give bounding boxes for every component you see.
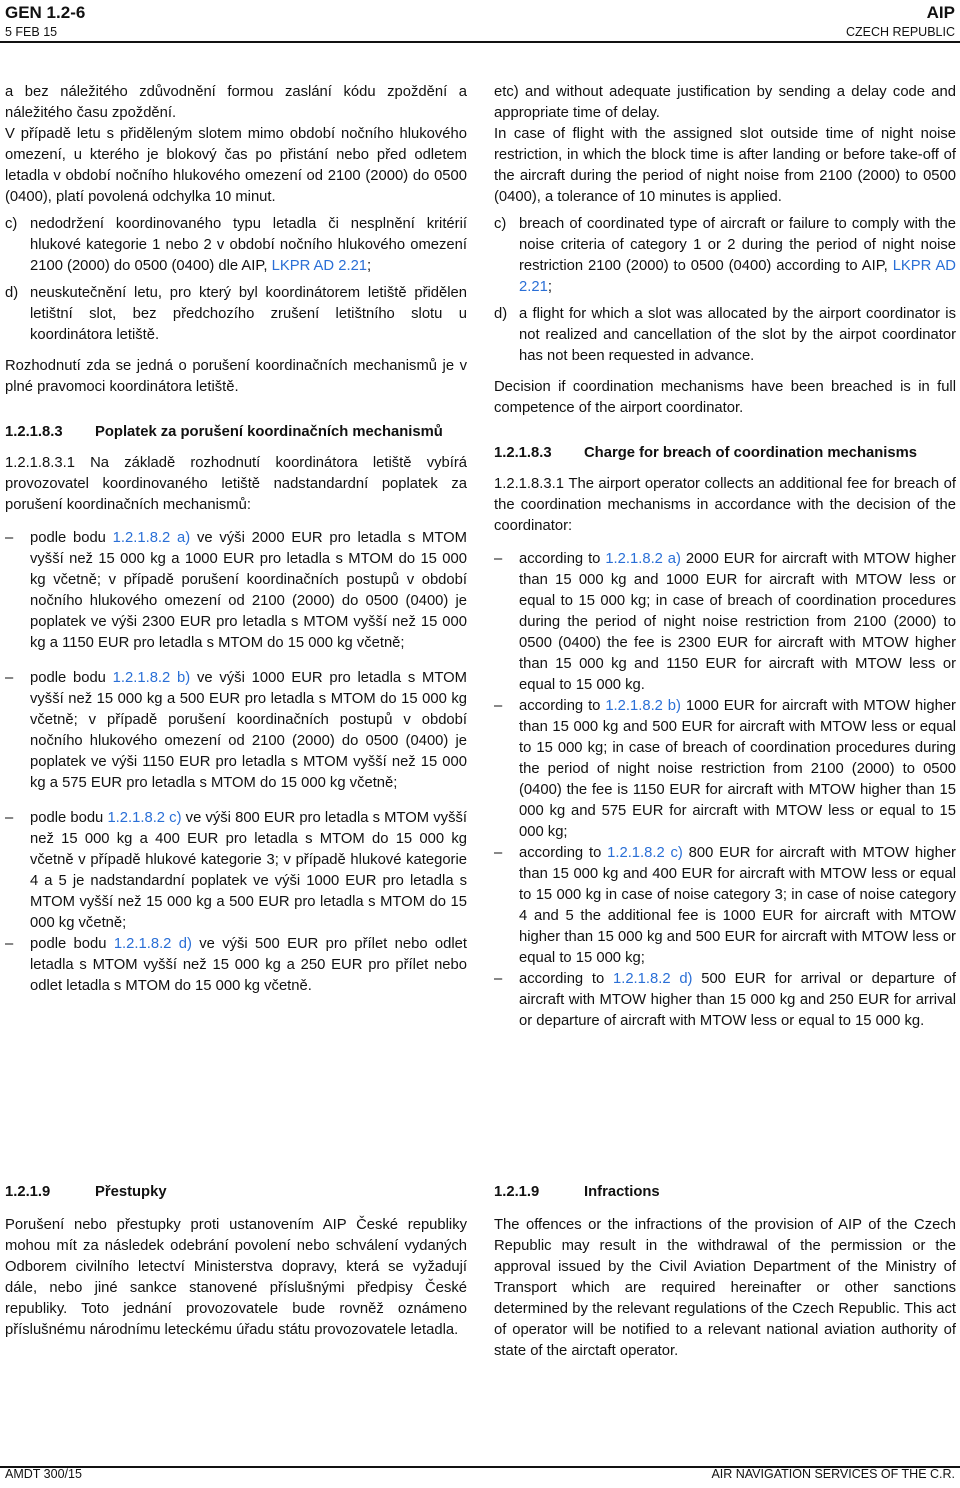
cz-section-number: 1.2.1.8.3 (5, 424, 63, 440)
dash-bullet: – (5, 670, 14, 686)
en-infractions (494, 1182, 956, 1362)
cz-decision: Rozhodnutí zda se jedná o porušení koordinačních mechanismů je v plné pravomoci koordinátora letiště. (5, 358, 467, 395)
english-column (494, 82, 956, 1032)
cz-fee-d-link[interactable]: 1.2.1.8.2 d) (113, 936, 192, 952)
en-fee-b-prefix: according to (519, 698, 606, 714)
cz-fee-b-link[interactable]: 1.2.1.8.2 b) (112, 670, 191, 686)
cz-fee-c-link[interactable]: 1.2.1.8.2 c) (107, 810, 182, 826)
en-item-c-label: c) (494, 216, 507, 232)
czech-column (5, 82, 467, 997)
cz-subsection (5, 453, 467, 516)
page-header-left (5, 2, 85, 40)
cz-item-d-label: d) (5, 285, 19, 301)
en-fee-a-link[interactable]: 1.2.1.8.2 a) (605, 551, 681, 567)
cz-subsection-number: 1.2.1.8.3.1 (5, 455, 75, 471)
cz-infractions (5, 1182, 467, 1341)
cz-item-c (5, 214, 467, 277)
cz-section-heading (5, 422, 467, 443)
cz-section-title: Poplatek za porušení koordinačních mechanismů (95, 424, 443, 440)
amendment-number: AMDT 300/15 (5, 1467, 82, 1481)
dash-bullet: – (494, 698, 503, 714)
en-fee-item-c (494, 843, 956, 969)
dash-bullet: – (5, 810, 14, 826)
dash-bullet: – (494, 845, 503, 861)
en-infractions-title: Infractions (584, 1184, 660, 1200)
cz-infractions-heading (5, 1182, 467, 1203)
dash-bullet: – (5, 936, 14, 952)
en-subsection-number: 1.2.1.8.3.1 (494, 476, 564, 492)
en-fee-b-link[interactable]: 1.2.1.8.2 b) (605, 698, 681, 714)
publication-name: AIP (926, 3, 955, 22)
cz-fee-item-c (5, 808, 467, 934)
cz-fee-a-prefix: podle bodu (30, 530, 113, 546)
cz-fee-b-prefix: podle bodu (30, 670, 113, 686)
en-fee-c-text: 800 EUR for aircraft with MTOW higher than 15 000 kg and 400 EUR for aircraft with MTOW less or equal to 15 000 kg in case of noise category 3; in case of noise category 4 and 5 the additional fee is 1000 EUR for aircraft with MTOW higher than 15 000 kg and 500 EUR for aircraft with MTOW less or equal to 15 000 kg; (519, 845, 956, 966)
cz-item-c-link[interactable]: LKPR AD 2.21 (271, 258, 368, 274)
cz-fee-a-text: ve výši 2000 EUR pro letadla s MTOM vyšší než 15 000 kg a 1000 EUR pro letadla s MTOM do 15 000 kg včetně; v případě porušení koordinačních postupů v období nočního hlukového omezení od 2100 (2000) do 0500 (0400) je poplatek ve výši 2300 EUR pro letadla s MTOM vyšší než 15 000 kg a 1150 EUR pro letadla s MTOM do 15 000 kg včetně; (30, 530, 467, 651)
cz-item-c-label: c) (5, 216, 18, 232)
cz-subsection-text: Na základě rozhodnutí koordinátora letiště vybírá provozovatel koordinovaného letiště nadstandardní poplatek za porušení koordinačních mechanismů: (5, 455, 467, 513)
cz-infractions-text: Porušení nebo přestupky proti ustanovením AIP České republiky mohou mít za následek odebrání povolení nebo schválení vydaných Odborem civilního letectví Ministerstva dopravy, která se vyžadují dále, nebo jiné sankce stanovené příslušnými předpisy České republiky. Toto jednání provozovatele bude rovněž oznámeno příslušnému národnímu leteckému úřadu státu provozovatele letadla. (5, 1217, 467, 1338)
dash-bullet: – (5, 530, 14, 546)
en-section-number: 1.2.1.8.3 (494, 445, 552, 461)
en-item-c-end: ; (547, 279, 552, 295)
en-infractions-text: The offences or the infractions of the provision of AIP of the Czech Republic may result in the withdrawal of the permission or the approval issued by the Civil Aviation Department of the Ministry of Transport which are required hereinafter or other sanctions determined by the relevant regulations of the Czech Republic. This act of operator will be notified to a relevant national aviation authority of state of the airctaft operator. (494, 1217, 956, 1359)
en-section-title: Charge for breach of coordination mechanisms (584, 445, 917, 461)
cz-fee-item-b (5, 668, 467, 794)
cz-item-c-end: ; (367, 258, 372, 274)
cz-para-a-continued: a bez náležitého zdůvodnění formou zaslání kódu zpoždění a náležitého času zpoždění. (5, 84, 467, 121)
page-header-right (846, 2, 955, 40)
en-para-a-continued: etc) and without adequate justification by sending a delay code and appropriate time of delay. (494, 84, 956, 121)
en-fee-item-a (494, 549, 956, 696)
en-para-slot: In case of flight with the assigned slot outside time of night noise restriction, in which the block time is after landing or before take-off of the aircraft during the period of night noise from 2100 (2000) to 0500 (0400), a tolerance of 10 minutes is applied. (494, 126, 956, 205)
en-fee-b-text: 1000 EUR for aircraft with MTOW higher than 15 000 kg and 500 EUR for aircraft with MTOW less or equal to 15 000 kg; in case of breach of coordination procedures during the period of night noise restriction from 2100 (2000) to 0500 (0400) the fee is 1150 EUR for aircraft with MTOW higher than 15 000 kg and 575 EUR for aircraft with MTOW less or equal to 15 000 kg; (519, 698, 956, 840)
en-item-c (494, 214, 956, 298)
cz-fee-d-prefix: podle bodu (30, 936, 114, 952)
cz-infractions-title: Přestupky (95, 1184, 167, 1200)
en-item-d-label: d) (494, 306, 508, 322)
cz-para-slot: V případě letu s přiděleným slotem mimo období nočního hlukového omezení, u kterého je blokový čas po přistání nebo před odletem letadla v období nočního hlukového omezení od 2100 (2000) do 0500 (0400), platí povolená odchylka 10 minut. (5, 126, 467, 205)
en-fee-d-link[interactable]: 1.2.1.8.2 d) (612, 971, 693, 987)
en-section-heading (494, 443, 956, 464)
en-item-c-link[interactable]: LKPR AD 2.21 (519, 258, 956, 295)
cz-fee-d-text: ve výši 500 EUR pro přílet nebo odlet letadla s MTOM vyšší než 15 000 kg a 250 EUR pro přílet nebo odlet letadla s MTOM do 15 000 kg včetně. (30, 936, 467, 994)
cz-item-d-text: neuskutečnění letu, pro který byl koordinátorem letiště přidělen letištní slot, bez předchozího zrušení letištního slotu u koordinátora letiště. (30, 285, 467, 343)
cz-infractions-number: 1.2.1.9 (5, 1184, 51, 1200)
dash-bullet: – (494, 551, 503, 567)
country-name: CZECH REPUBLIC (845, 25, 955, 39)
cz-fee-item-d (5, 934, 467, 997)
en-infractions-number: 1.2.1.9 (494, 1184, 540, 1200)
cz-fee-c-prefix: podle bodu (30, 810, 108, 826)
dash-bullet: – (494, 971, 503, 987)
en-fee-item-b (494, 696, 956, 843)
cz-item-d (5, 283, 467, 346)
en-decision: Decision if coordination mechanisms have been breached is in full competence of the airport coordinator. (494, 379, 956, 416)
cz-item-c-text: nedodržení koordinovaného typu letadla či nesplnění kritérií hlukové kategorie 1 nebo 2 v období nočního hlukového omezení 2100 (2000) do 0500 (0400) dle AIP, (30, 216, 467, 274)
en-item-c-text: breach of coordinated type of aircraft or failure to comply with the noise criteria of category 1 or 2 during the period of night noise restriction 2100 (2000) to 0500 (0400) according to AIP, (519, 216, 956, 274)
en-fee-item-d (494, 969, 956, 1032)
cz-fee-a-link[interactable]: 1.2.1.8.2 a) (112, 530, 191, 546)
cz-fee-item-a (5, 528, 467, 654)
en-fee-a-text: 2000 EUR for aircraft with MTOW higher than 15 000 kg and 1000 EUR for aircraft with MTOW less or equal to 15 000 kg; in case of breach of coordination procedures during the period of night noise restriction from 2100 (2000) to 0500 (0400) the fee is 2300 EUR for aircraft with MTOW higher than 15 000 kg and 1150 EUR for aircraft with MTOW less or equal to 15 000 kg. (519, 551, 956, 693)
cz-fee-c-text: ve výši 800 EUR pro letadla s MTOM vyšší než 15 000 kg a 400 EUR pro letadla s MTOM do 15 000 kg včetně v případě hlukové kategorie 3; v případě hlukové kategorie 4 a 5 je nadstandardní poplatek ve výši 1000 EUR pro letadla s MTOM vyšší než 15 000 kg a 500 EUR pro letadla s MTOM do 15 000 kg včetně; (30, 810, 467, 931)
document-id: GEN 1.2-6 (5, 3, 86, 22)
en-fee-c-link[interactable]: 1.2.1.8.2 c) (607, 845, 683, 861)
publisher-name: AIR NAVIGATION SERVICES OF THE C.R. (711, 1467, 955, 1481)
en-subsection-text: The airport operator collects an additional fee for breach of the coordination mechanisms in accordance with the decision of the coordinator: (494, 476, 956, 534)
en-infractions-heading (494, 1182, 956, 1203)
en-fee-a-prefix: according to (519, 551, 606, 567)
en-fee-d-text: 500 EUR for arrival or departure of aircraft with MTOW higher than 15 000 kg and 250 EUR for arrival or departure of aircraft with MTOW less or equal to 15 000 kg. (519, 971, 956, 1029)
en-item-d (494, 304, 956, 367)
en-fee-d-prefix: according to (519, 971, 613, 987)
header-rule (0, 41, 960, 43)
en-fee-c-prefix: according to (519, 845, 608, 861)
effective-date: 5 FEB 15 (5, 25, 58, 39)
cz-fee-b-text: ve výši 1000 EUR pro letadla s MTOM vyšší než 15 000 kg a 500 EUR pro letadla s MTOM do 15 000 kg včetně; v případě porušení koordinačních postupů v období nočního hlukového omezení od 2100 (2000) do 0500 (0400) je poplatek ve výši 1150 EUR pro letadla s MTOM vyšší než 15 000 kg a 575 EUR pro letadla s MTOM do 15 000 kg včetně; (30, 670, 467, 791)
en-subsection (494, 474, 956, 537)
en-item-d-text: a flight for which a slot was allocated by the airport coordinator is not realized and cancellation of the slot by the airpot coordinator has not been requested in advance. (519, 306, 956, 364)
